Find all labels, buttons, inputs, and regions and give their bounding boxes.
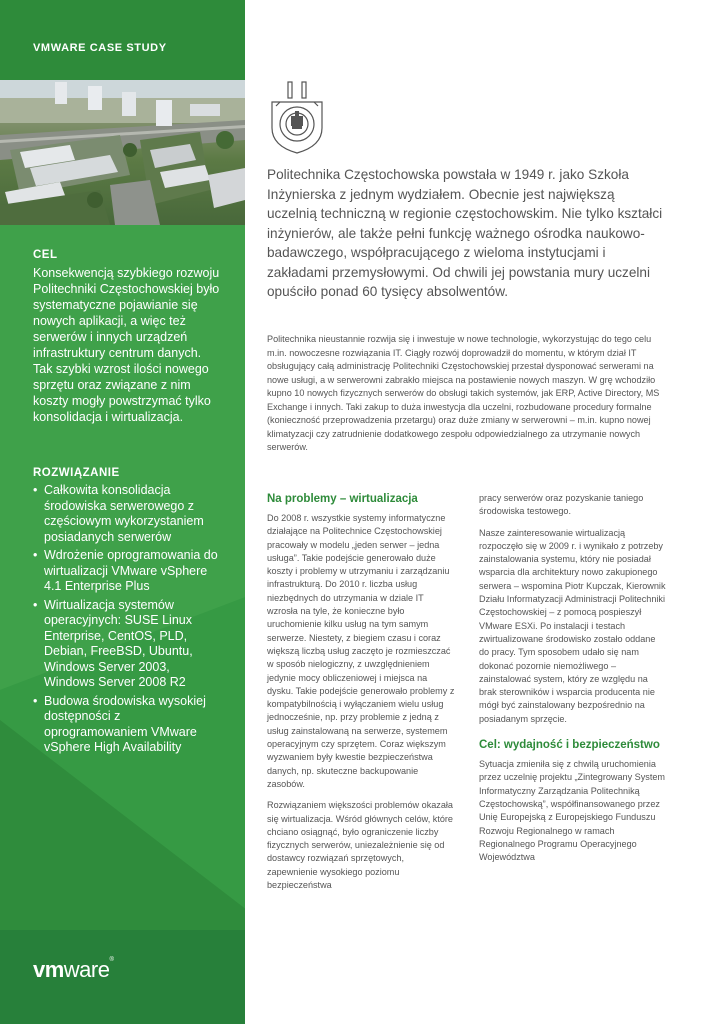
section-heading: Cel: wydajność i bezpieczeństwo bbox=[479, 739, 660, 752]
list-item: • Budowa środowiska wysokiej dostępności z oprogramowaniem VMware vSphere High Availability bbox=[33, 694, 223, 756]
cel-section bbox=[33, 249, 223, 425]
left-column bbox=[267, 492, 455, 900]
lead-paragraph: Politechnika Częstochowska powstała w 1949 r. jako Szkoła Inżynierska z jednym wydziałem. Obecnie jest największą uczelnią techniczną w regionie częstochowskim. Nie tylko kształci inżynierów, ale także pełni funkcję ważnego ośrodka naukowo-badawczego, współpracującego z wieloma instytucjami i zakładami przemysłowymi. Od chwili jej powstania mury uczelni opuściło ponad 60 tysięcy absolwentów. bbox=[267, 167, 663, 299]
paragraph: Nasze zainteresowanie wirtualizacją rozpoczęło się w 2009 r. i wynikało z potrzeby zainstalowania systemu, który nie posiadał wsparcia dla architektury nowo zakupionego serwera – wspomina Piotr Kupczak, Kierownik Działu Informatyzacji Administracji Politechniki Częstochowskiej – z pomocą pospieszył VMware ESXi. Po instalacji i testach zwirtualizowane środowisko zostało oddane do pracy. Tym sposobem udało się nam dokonać pozornie niemożliwego – zainstalować system, który ze względu na brak sterowników i wsparcia producenta nie mógł być zainstalowany bezpośrednio na posiadanym sprzęcie. bbox=[479, 527, 666, 724]
sidebar-header-band bbox=[0, 0, 245, 80]
list-item: • Całkowita konsolidacja środowiska serwerowego z częściowym wykorzystaniem posiadanych serwerów bbox=[33, 483, 223, 545]
sidebar bbox=[0, 0, 245, 1024]
logo-vm: vm bbox=[33, 957, 64, 982]
cel-heading: CEL bbox=[33, 249, 58, 261]
case-study-label: VMWARE CASE STUDY bbox=[33, 42, 167, 54]
list-item: • Wdrożenie oprogramowania do wirtualizacji VMware vSphere 4.1 Enterprise Plus bbox=[33, 548, 223, 595]
section-heading: Na problemy – wirtualizacja bbox=[267, 493, 418, 505]
intro-paragraph: Politechnika nieustannie rozwija się i inwestuje w nowe technologie, wykorzystując do tego celu m.in. nowoczesne rozwiązania IT. Ciągły rozwój doprowadził do momentu, w którym dział IT obsługujący całą administrację Politechniki Częstochowskiej przestał dysponować serwerami na nowe usługi, a w serwerowni zabrakło miejsca na postawienie nowych maszyn. W grę wchodziło kupno 10 nowych fizycznych serwerów do obsługi takich systemów, jak ERP, Active Directory, MS Exchange i innych. Taki zakup to duża inwestycja dla uczelni, rozbudowane procedury formalne (konieczność przeprowadzenia przetargu) oraz duże zmiany w serwerowni – m.in. kupno nowej klimatyzacji czy zatrudnienie dodatkowego zespołu odpowiedzialnego za utrzymanie nowych serwerów. bbox=[267, 334, 660, 452]
rozwiazanie-section bbox=[33, 467, 223, 759]
paragraph: Rozwiązaniem większości problemów okazała się wirtualizacja. Wśród głównych celów, które chciano osiągnąć, było ograniczenie liczby fizycznych serwerów, uniezależnienie się od dostawcy rozwiązań sprzętowych, zapewnienie wysokiego poziomu bezpieczeństwa bbox=[267, 800, 453, 891]
paragraph: Sytuacja zmieniła się z chwilą uruchomienia przez uczelnię projektu „Zintegrowany System Informatyczny Zarządzania Politechniką Częstochowską”, współfinansowanego przez Unię Europejską z Europejskiego Funduszu Rozwoju Regionalnego w ramach Regionalnego Programu Operacyjnego Województwa bbox=[479, 759, 665, 863]
cel-text: Konsekwencją szybkiego rozwoju Politechniki Częstochowskiej było systematyczne pojawianie się nowych aplikacji, a więc też serwerów i innych urządzeń infrastruktury centrum danych. Tak szybki wzrost ilości nowego sprzętu oraz związane z nim koszty mogły powstrzymać tylko konsolidacja i wirtualizacja. bbox=[33, 266, 220, 424]
logo-ware: ware bbox=[63, 957, 110, 982]
rozwiazanie-list bbox=[33, 483, 223, 756]
paragraph: pracy serwerów oraz pozyskanie taniego środowiska testowego. bbox=[479, 493, 644, 517]
list-item: • Wirtualizacja systemów operacyjnych: SUSE Linux Enterprise, CentOS, PLD, Debian, FreeBSD, Ubuntu, Windows Server 2003, Windows Server 2008 R2 bbox=[33, 598, 223, 691]
vmware-logo bbox=[33, 957, 113, 983]
university-emblem-icon bbox=[266, 80, 328, 155]
rozwiazanie-heading: ROZWIĄZANIE bbox=[33, 467, 120, 479]
logo-registered: ® bbox=[109, 957, 114, 963]
right-column bbox=[479, 492, 667, 872]
paragraph: Do 2008 r. wszystkie systemy informatyczne działające na Politechnice Częstochowskiej pracowały w modelu „jeden serwer – jedna usługa”. Takie podejście generowało duże koszty i problemy w utrzymaniu i zarządzaniu infrastrukturą. Do 2010 r. liczba usług niezbędnych do utrzymania w dziale IT wzrosła na tyle, że konieczne było uruchomienie kilku usług na tym samym serwerze. Niestety, z biegiem czasu i coraz większą liczbą usług zaczęto je rozmieszczać w sposób nielogiczny, z uwzględnieniem jedynie mocy obliczeniowej i miejsca na dysku. Takie podejście generowało problemy z kompatybilnością i wyłączaniem wielu usług jednocześnie, np. przy problemie z jedną z usług zainstalowaną na serwerze, systemem operacyjnym czy sprzętem. Coraz większym wyzwaniem były kwestie bezpieczeństwa danych, np. skuteczne backupowanie zasobów. bbox=[267, 513, 455, 789]
campus-aerial-photo bbox=[0, 80, 245, 225]
